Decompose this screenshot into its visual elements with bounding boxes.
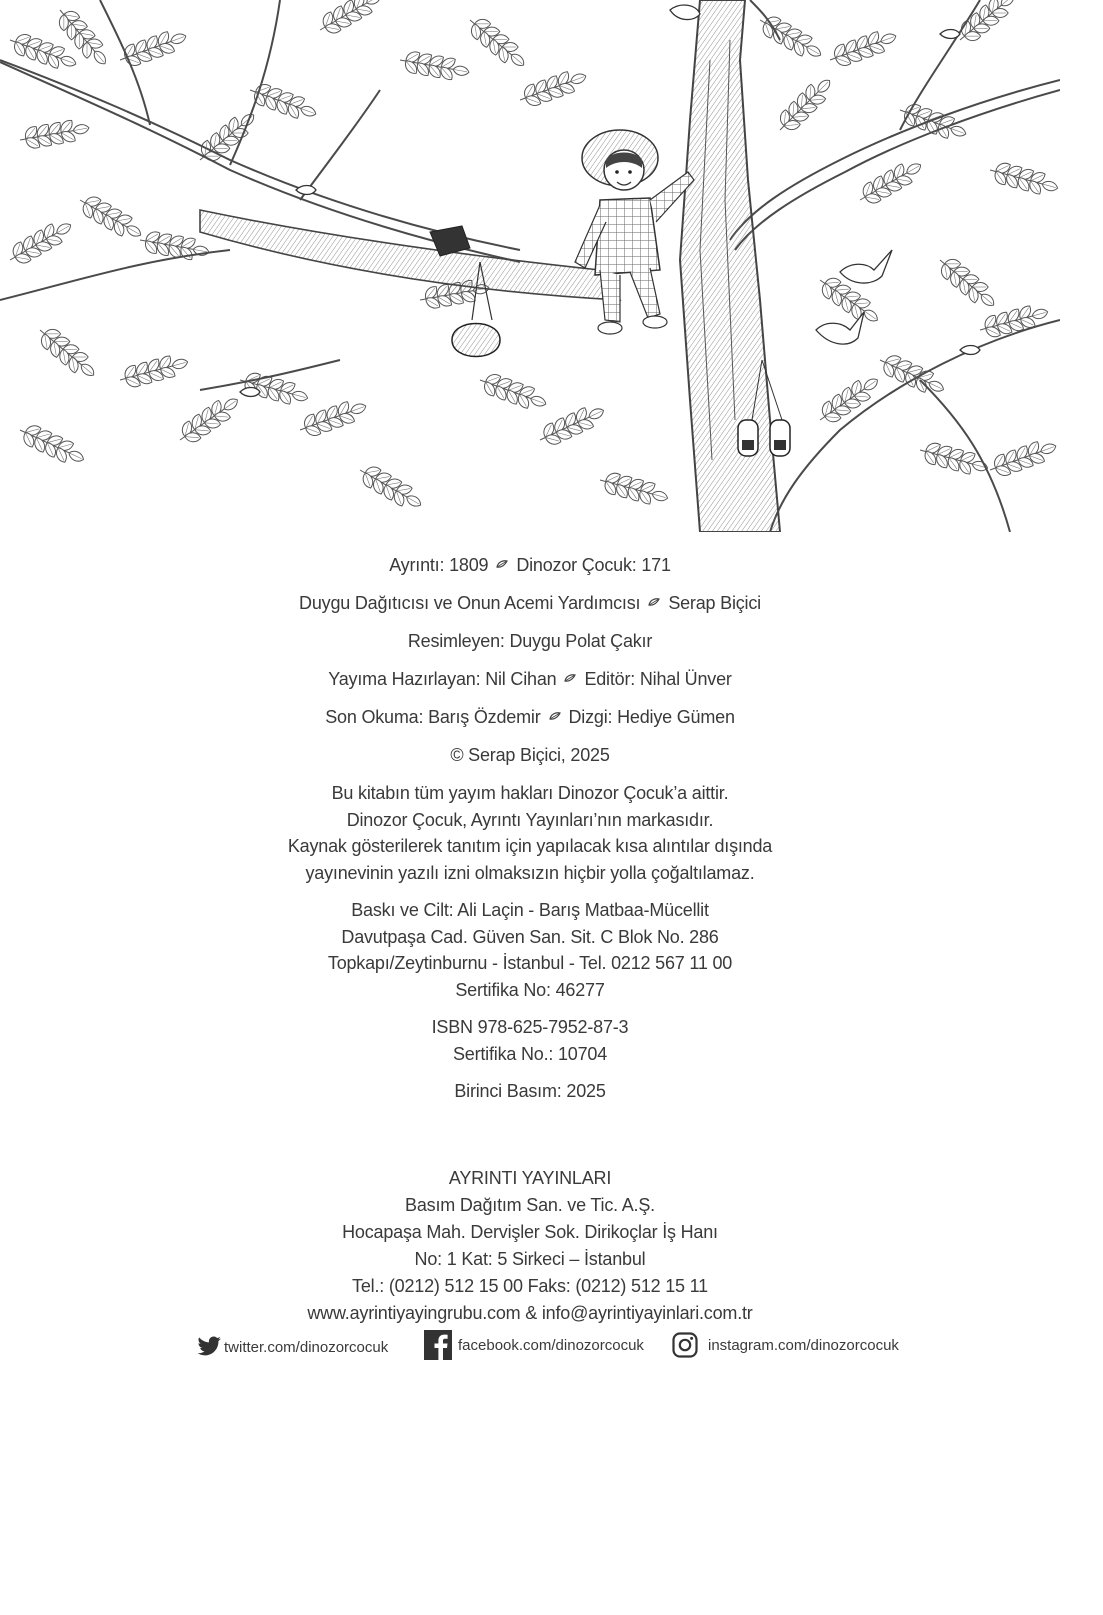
facebook-link[interactable] (424, 1330, 644, 1360)
series-ayrinti: Ayrıntı: 1809 (389, 555, 489, 575)
typeset-credit: Dizgi: Hediye Gümen (568, 707, 735, 727)
publisher-line: No: 1 Kat: 5 Sirkeci – İstanbul (414, 1249, 646, 1269)
prep-credit: Yayıma Hazırlayan: Nil Cihan (328, 669, 557, 689)
leaf-separator-icon (496, 559, 508, 569)
leaf-separator-icon (648, 597, 660, 607)
printer-line: Topkapı/Zeytinburnu - İstanbul - Tel. 0212 567 11 00 (327, 953, 733, 973)
rights-line: yayınevinin yazılı izni olmaksızın hiçbir yolla çoğaltılamaz. (305, 862, 755, 883)
editors-line (0, 666, 1060, 693)
facebook-handle: facebook.com/dinozorcocuk (458, 1336, 644, 1354)
rights-line: Bu kitabın tüm yayım hakları Dinozor Çocuk’a aittir. (331, 783, 729, 803)
tree-illustration (0, 0, 1060, 532)
certificate-line: Sertifika No.: 10704 (452, 1043, 608, 1064)
publisher-block (0, 1165, 1060, 1327)
book-title: Duygu Dağıtıcısı ve Onun Acemi Yardımcısı (299, 593, 641, 613)
publisher-name: AYRINTI YAYINLARI (448, 1168, 612, 1188)
facebook-icon (424, 1330, 452, 1360)
twitter-handle: twitter.com/dinozorcocuk (224, 1338, 389, 1356)
editor-credit: Editör: Nihal Ünver (584, 669, 732, 689)
series-dinozor: Dinozor Çocuk: 171 (516, 555, 671, 575)
instagram-link[interactable] (672, 1332, 899, 1358)
isbn-line: ISBN 978-625-7952-87-3 (431, 1017, 629, 1037)
series-line (0, 552, 1060, 579)
proof-line (0, 704, 1060, 731)
proof-credit: Son Okuma: Barış Özdemir (325, 707, 541, 727)
edition-line: Birinci Basım: 2025 (454, 1081, 606, 1101)
publisher-line: Basım Dağıtım San. ve Tic. A.Ş. (405, 1195, 655, 1215)
publisher-web: www.ayrintiyayingrubu.com & info@ayrintiyayinlari.com.tr (307, 1303, 753, 1323)
tree-drawing (0, 0, 1060, 532)
rights-line: Kaynak gösterilerek tanıtım için yapılacak kısa alıntılar dışında (287, 836, 773, 856)
publisher-line: Tel.: (0212) 512 15 00 Faks: (0212) 512 15 11 (352, 1276, 708, 1296)
twitter-icon (196, 1336, 222, 1358)
instagram-icon (672, 1332, 698, 1358)
printer-block (0, 897, 1060, 1003)
rights-line: Dinozor Çocuk, Ayrıntı Yayınları’nın markasıdır. (346, 809, 714, 830)
copyright-line: © Serap Biçici, 2025 (450, 745, 610, 765)
social-links (0, 1336, 1060, 1372)
printer-line: Sertifika No: 46277 (455, 979, 605, 1000)
isbn-block (0, 1014, 1060, 1067)
illustrator-line: Resimleyen: Duygu Polat Çakır (407, 631, 653, 651)
rights-block (0, 780, 1060, 886)
printer-line: Davutpaşa Cad. Güven San. Sit. C Blok No. 286 (341, 926, 719, 947)
instagram-handle: instagram.com/dinozorcocuk (708, 1336, 899, 1354)
leaf-separator-icon (549, 711, 561, 721)
twitter-link[interactable] (196, 1336, 388, 1358)
publisher-line: Hocapaşa Mah. Dervişler Sok. Dirikoçlar İş Hanı (342, 1222, 718, 1242)
title-line (0, 590, 1060, 617)
colophon (0, 552, 1060, 1327)
book-author: Serap Biçici (668, 593, 761, 613)
leaf-separator-icon (564, 673, 576, 683)
printer-line: Baskı ve Cilt: Ali Laçin - Barış Matbaa-Mücellit (351, 900, 709, 920)
